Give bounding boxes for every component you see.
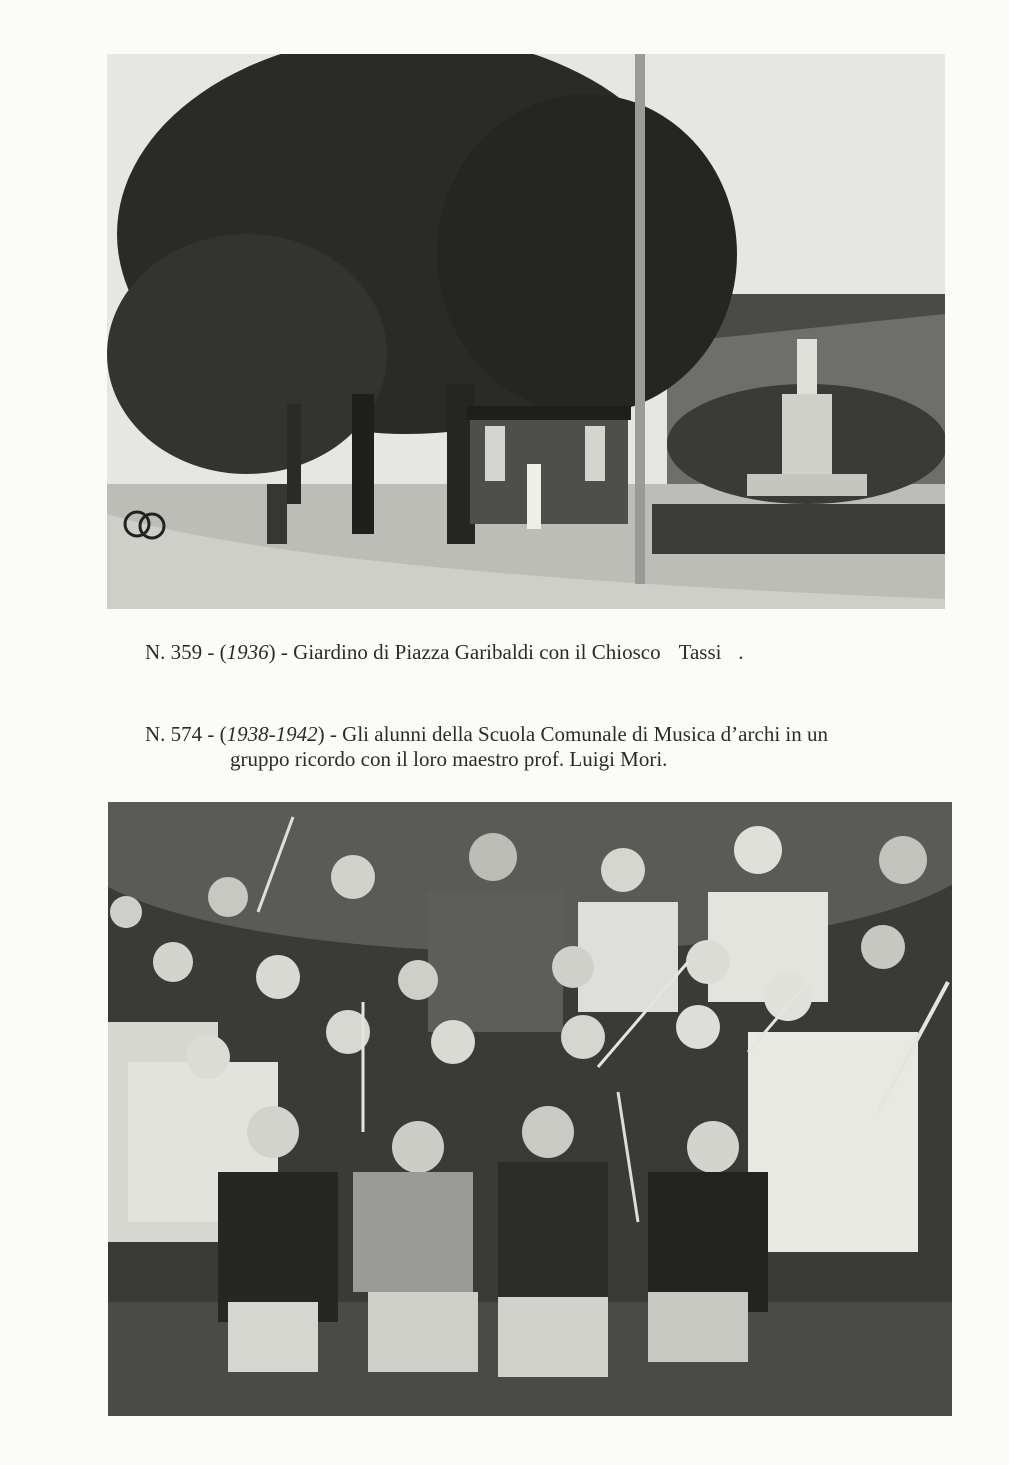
caption-text: Gli alunni della Scuola Comunale di Musica d’archi in un xyxy=(342,722,828,746)
caption-separator: ) - xyxy=(268,640,294,664)
photo-music-students xyxy=(108,802,952,1416)
caption-separator: - ( xyxy=(202,722,227,746)
caption-separator: ) - xyxy=(317,722,343,746)
caption-dates: 1938-1942 xyxy=(226,722,318,746)
caption-separator: - ( xyxy=(202,640,227,664)
photo-piazza-garibaldi-image xyxy=(107,54,945,609)
caption-n574 xyxy=(145,722,828,772)
caption-number: N. 574 xyxy=(145,722,203,746)
caption-line xyxy=(145,722,828,747)
caption-dates: 1936 xyxy=(226,640,269,664)
caption-text: Tassi xyxy=(678,640,722,664)
caption-n359 xyxy=(145,640,743,665)
caption-text: Giardino di Piazza Garibaldi con il Chiosco xyxy=(293,640,661,664)
caption-end-mark: . xyxy=(738,640,744,664)
caption-number: N. 359 xyxy=(145,640,203,664)
photo-music-students-image xyxy=(108,802,952,1416)
caption-line: gruppo ricordo con il loro maestro prof. Luigi Mori. xyxy=(230,747,668,771)
photo-piazza-garibaldi xyxy=(107,54,945,609)
